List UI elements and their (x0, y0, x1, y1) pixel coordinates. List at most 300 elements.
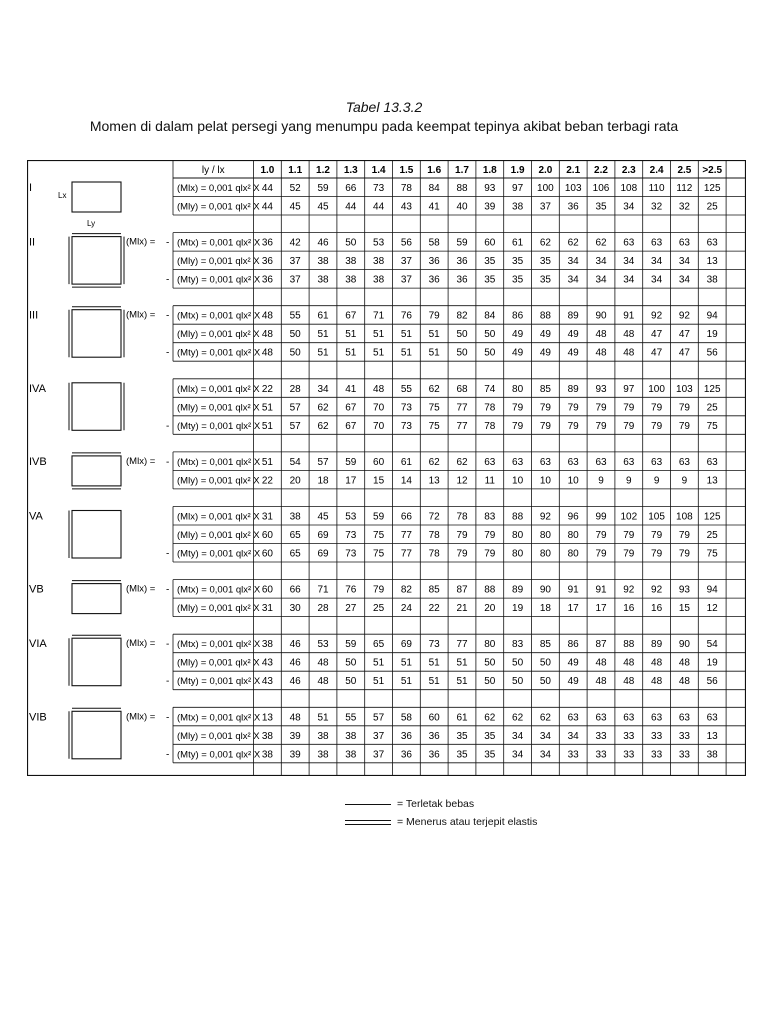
table-cell: 79 (678, 402, 690, 414)
table-cell: 103 (564, 183, 582, 194)
table-cell: 13 (261, 712, 273, 724)
table-cell: 32 (678, 201, 690, 213)
table-cell: 38 (317, 749, 329, 761)
table-cell: 12 (706, 603, 718, 615)
table-cell: 63 (567, 456, 579, 468)
table-cell: 79 (567, 420, 579, 432)
table-cell: 74 (484, 383, 496, 395)
table-cell: 35 (484, 730, 496, 742)
table-cell: 48 (623, 676, 635, 688)
column-header: 2.3 (621, 165, 636, 176)
table-cell: 63 (595, 712, 607, 724)
table-cell: 46 (289, 657, 301, 669)
table-cell: 36 (428, 749, 440, 761)
table-cell: 79 (456, 530, 468, 541)
plate-diagram (72, 511, 121, 559)
table-cell: 62 (456, 456, 468, 468)
dash-marker: - (166, 420, 170, 432)
table-cell: 77 (400, 530, 412, 541)
table-cell: 78 (484, 402, 496, 414)
table-cell: 48 (651, 657, 663, 669)
table-cell: 39 (289, 730, 301, 742)
table-cell: 55 (400, 383, 412, 395)
table-cell: 97 (623, 383, 635, 395)
table-cell: 34 (567, 256, 579, 268)
table-cell: 67 (345, 310, 357, 322)
table-cell: 36 (428, 274, 440, 286)
table-cell: 57 (289, 402, 301, 414)
table-cell: 21 (456, 603, 468, 615)
table-cell: 105 (648, 511, 665, 523)
table-cell: 17 (595, 603, 607, 615)
table-cell: 51 (456, 676, 468, 688)
table-cell: 47 (651, 347, 663, 359)
table-cell: 60 (428, 712, 440, 724)
column-header: 1.1 (288, 165, 303, 176)
table-cell: 79 (678, 420, 690, 432)
table-cell: 34 (678, 274, 690, 286)
table-cell: 72 (428, 511, 440, 523)
table-subtitle: Momen di dalam pelat persegi yang menumpu pada keempat tepinya akibat beban terbagi rata (89, 118, 679, 134)
table-cell: 63 (651, 237, 663, 249)
table-cell: 69 (317, 548, 329, 560)
column-header: 2.2 (594, 165, 608, 176)
row-formula-label: (Mly) = 0,001 qlx² X (177, 256, 260, 268)
row-formula-label: (Mlx) = 0,001 qlx² X (177, 183, 260, 194)
table-cell: 34 (317, 383, 329, 395)
table-cell: 62 (512, 712, 524, 724)
table-cell: 50 (484, 347, 496, 359)
table-cell: 71 (317, 584, 329, 596)
header-label: ly / lx (201, 165, 225, 176)
table-cell: 50 (289, 329, 301, 341)
table-cell: 51 (456, 657, 468, 669)
column-header: 2.0 (538, 165, 553, 176)
table-cell: 51 (428, 347, 440, 359)
table-cell: 38 (289, 511, 301, 523)
table-cell: 13 (706, 475, 718, 487)
table-cell: 88 (456, 183, 468, 194)
table-cell: 50 (484, 676, 496, 688)
table-cell: 36 (428, 256, 440, 268)
table-cell: 125 (703, 511, 721, 523)
table-cell: 37 (539, 201, 551, 213)
column-header: 2.5 (677, 165, 692, 176)
table-cell: 9 (681, 475, 688, 487)
table-cell: 63 (623, 456, 635, 468)
table-cell: 62 (484, 712, 496, 724)
table-cell: 79 (373, 584, 385, 596)
table-cell: 38 (261, 730, 273, 742)
row-formula-label: (Mly) = 0,001 qlx² X (177, 201, 260, 213)
table-cell: 63 (678, 237, 690, 249)
table-cell: 36 (456, 256, 468, 268)
table-cell: 60 (261, 584, 273, 596)
table-cell: 33 (651, 730, 663, 742)
table-cell: 63 (678, 456, 690, 468)
double-line-symbol (345, 820, 391, 825)
table-cell: 49 (539, 347, 551, 359)
single-line-symbol (345, 804, 391, 805)
case-id: VB (29, 583, 44, 596)
table-cell: 49 (512, 347, 524, 359)
table-cell: 50 (539, 676, 551, 688)
table-cell: 50 (289, 347, 301, 359)
row-formula-label: (Mty) = 0,001 qlx² X (177, 274, 261, 286)
table-cell: 48 (678, 676, 690, 688)
table-cell: 85 (539, 639, 551, 651)
table-cell: 53 (345, 511, 357, 523)
table-cell: 48 (289, 712, 301, 724)
table-cell: 78 (428, 530, 440, 541)
table-cell: 22 (428, 603, 440, 615)
table-cell: 38 (373, 274, 385, 286)
table-cell: 47 (678, 329, 690, 341)
table-cell: 56 (706, 676, 718, 688)
table-cell: 69 (317, 530, 329, 541)
table-cell: 75 (373, 548, 385, 560)
mlx-label: (Mlx) = (126, 638, 156, 650)
table-cell: 73 (373, 183, 385, 194)
table-cell: 34 (539, 730, 551, 742)
table-cell: 34 (567, 730, 579, 742)
table-cell: 51 (400, 676, 412, 688)
plate-diagram (72, 711, 121, 759)
table-cell: 48 (373, 383, 385, 395)
table-cell: 34 (539, 749, 551, 761)
table-cell: 15 (678, 603, 690, 615)
table-cell: 51 (261, 420, 273, 432)
table-cell: 59 (317, 183, 329, 194)
table-cell: 62 (539, 712, 551, 724)
table-cell: 19 (512, 603, 524, 615)
table-cell: 50 (484, 329, 496, 341)
row-formula-label: (Mtx) = 0,001 qlx² X (177, 712, 261, 724)
table-cell: 34 (567, 274, 579, 286)
table-cell: 63 (595, 456, 607, 468)
table-cell: 38 (317, 730, 329, 742)
column-header: >2.5 (702, 165, 723, 176)
table-cell: 48 (261, 347, 273, 359)
table-cell: 89 (567, 383, 579, 395)
dash-marker: - (166, 347, 170, 359)
table-cell: 51 (317, 712, 329, 724)
row-formula-label: (Mty) = 0,001 qlx² X (177, 420, 261, 432)
legend-item-free (345, 795, 537, 813)
row-formula-label: (Mty) = 0,001 qlx² X (177, 749, 261, 761)
table-cell: 58 (428, 237, 440, 249)
table-cell: 49 (539, 329, 551, 341)
table-cell: 63 (567, 712, 579, 724)
table-cell: 34 (623, 256, 635, 268)
table-cell: 43 (400, 201, 412, 213)
column-header: 1.4 (371, 165, 386, 176)
row-formula-label: (Mtx) = 0,001 qlx² X (177, 639, 261, 651)
table-cell: 106 (592, 183, 610, 194)
table-cell: 37 (289, 256, 301, 268)
table-cell: 58 (400, 712, 412, 724)
table-cell: 62 (317, 402, 329, 414)
table-cell: 63 (678, 712, 690, 724)
table-cell: 38 (317, 274, 329, 286)
table-cell: 100 (648, 383, 665, 395)
column-header: 1.8 (482, 165, 497, 176)
table-cell: 79 (539, 402, 551, 414)
table-cell: 73 (345, 548, 357, 560)
table-cell: 13 (706, 256, 718, 268)
table-cell: 50 (539, 657, 551, 669)
table-cell: 51 (400, 657, 412, 669)
case-id: III (29, 309, 39, 322)
table-cell: 20 (484, 603, 496, 615)
table-cell: 92 (651, 584, 663, 596)
row-formula-label: (Mlx) = 0,001 qlx² X (177, 511, 260, 523)
table-cell: 10 (512, 475, 524, 487)
table-cell: 66 (345, 183, 357, 194)
table-cell: 55 (345, 712, 357, 724)
table-cell: 38 (373, 256, 385, 268)
table-cell: 86 (512, 310, 524, 322)
table-cell: 17 (345, 475, 357, 487)
table-cell: 51 (317, 329, 329, 341)
row-formula-label: (Mty) = 0,001 qlx² X (177, 676, 261, 688)
table-cell: 9 (626, 475, 632, 487)
table-cell: 85 (539, 383, 551, 395)
table-cell: 63 (484, 456, 496, 468)
table-cell: 35 (595, 201, 607, 213)
table-cell: 16 (623, 603, 635, 615)
table-cell: 39 (484, 201, 496, 213)
row-formula-label: (Mtx) = 0,001 qlx² X (177, 584, 261, 596)
table-cell: 34 (512, 749, 524, 761)
table-cell: 43 (261, 676, 273, 688)
mlx-label: (Mlx) = (126, 309, 156, 321)
table-cell: 13 (428, 475, 440, 487)
column-header: 1.3 (343, 165, 358, 176)
row-formula-label: (Mtx) = 0,001 qlx² X (177, 310, 261, 322)
table-cell: 87 (595, 639, 607, 651)
table-cell: 50 (484, 657, 496, 669)
table-cell: 42 (289, 237, 301, 249)
table-cell: 37 (289, 274, 301, 286)
table-cell: 56 (400, 237, 412, 249)
table-cell: 92 (623, 584, 635, 596)
table-cell: 62 (567, 237, 579, 249)
table-cell: 48 (317, 676, 329, 688)
table-cell: 99 (595, 511, 607, 523)
table-cell: 77 (456, 402, 468, 414)
table-cell: 34 (595, 274, 607, 286)
table-cell: 92 (651, 310, 663, 322)
table-cell: 38 (345, 274, 357, 286)
table-cell: 61 (456, 712, 468, 724)
table-cell: 16 (651, 603, 663, 615)
table-cell: 78 (456, 511, 468, 523)
column-header: 1.5 (399, 165, 414, 176)
mlx-label: (Mlx) = (126, 455, 156, 467)
table-cell: 76 (345, 584, 357, 596)
table-cell: 80 (484, 639, 496, 651)
table-cell: 73 (400, 420, 412, 432)
table-cell: 62 (428, 383, 440, 395)
table-cell: 65 (289, 530, 301, 541)
table-cell: 15 (373, 475, 385, 487)
table-cell: 28 (289, 383, 301, 395)
table-cell: 51 (345, 347, 357, 359)
table-cell: 35 (539, 256, 551, 268)
table-cell: 51 (261, 402, 273, 414)
plate-diagram (72, 584, 121, 614)
table-cell: 60 (373, 456, 385, 468)
table-cell: 38 (512, 201, 524, 213)
row-formula-label: (Mlx) = 0,001 qlx² X (177, 383, 260, 395)
table-cell: 88 (623, 639, 635, 651)
legend-item-continuous (345, 813, 537, 831)
table-cell: 79 (595, 548, 607, 560)
column-header: 1.2 (316, 165, 330, 176)
moment-table (27, 160, 746, 776)
table-cell: 51 (400, 347, 412, 359)
column-header: 1.6 (427, 165, 442, 176)
table-cell: 18 (317, 475, 329, 487)
table-cell: 51 (317, 347, 329, 359)
table-cell: 97 (512, 183, 524, 194)
table-cell: 68 (456, 383, 468, 395)
table-cell: 50 (512, 657, 524, 669)
table-cell: 48 (595, 347, 607, 359)
table-cell: 73 (428, 639, 440, 651)
table-cell: 61 (400, 456, 412, 468)
table-cell: 62 (428, 456, 440, 468)
case-id: II (29, 236, 36, 249)
table-cell: 55 (289, 310, 301, 322)
table-cell: 45 (289, 201, 301, 213)
table-cell: 37 (400, 274, 412, 286)
table-cell: 10 (539, 475, 551, 487)
table-cell: 80 (512, 548, 524, 560)
table-cell: 108 (620, 183, 638, 194)
table-cell: 78 (484, 420, 496, 432)
table-cell: 51 (428, 676, 440, 688)
table-cell: 49 (567, 676, 579, 688)
dash-marker: - (166, 584, 170, 596)
table-cell: 85 (428, 584, 440, 596)
table-cell: 79 (678, 530, 690, 541)
table-cell: 33 (595, 730, 607, 742)
table-cell: 38 (345, 256, 357, 268)
dash-marker: - (166, 310, 170, 322)
table-cell: 79 (651, 402, 663, 414)
table-cell: 53 (373, 237, 385, 249)
table-cell: 49 (567, 329, 579, 341)
table-cell: 75 (706, 420, 718, 432)
row-formula-label: (Mly) = 0,001 qlx² X (177, 530, 260, 541)
table-cell: 89 (512, 584, 524, 596)
ly-label: Ly (87, 219, 96, 228)
table-cell: 54 (706, 639, 718, 651)
table-cell: 51 (373, 657, 385, 669)
table-cell: 19 (706, 657, 718, 669)
table-cell: 36 (456, 274, 468, 286)
table-cell: 51 (400, 329, 412, 341)
table-cell: 79 (623, 420, 635, 432)
dash-marker: - (166, 712, 170, 724)
table-cell: 57 (317, 456, 329, 468)
table-cell: 63 (651, 456, 663, 468)
case-id: I (29, 182, 33, 194)
table-cell: 38 (345, 749, 357, 761)
table-cell: 34 (678, 256, 690, 268)
table-cell: 50 (456, 329, 468, 341)
table-cell: 12 (456, 475, 468, 487)
dash-marker: - (166, 456, 170, 468)
table-cell: 63 (512, 456, 524, 468)
table-cell: 36 (261, 237, 273, 249)
table-cell: 51 (373, 347, 385, 359)
row-formula-label: (Mly) = 0,001 qlx² X (177, 603, 260, 615)
table-cell: 79 (484, 548, 496, 560)
plate-diagram (72, 638, 121, 686)
table-cell: 60 (484, 237, 496, 249)
table-cell: 93 (484, 183, 496, 194)
table-cell: 34 (651, 274, 663, 286)
table-cell: 48 (595, 657, 607, 669)
table-cell: 62 (595, 237, 607, 249)
table-cell: 51 (345, 329, 357, 341)
table-cell: 46 (289, 639, 301, 651)
table-cell: 28 (317, 603, 329, 615)
table-cell: 80 (539, 530, 551, 541)
table-cell: 88 (512, 511, 524, 523)
table-cell: 84 (484, 310, 496, 322)
table-cell: 40 (456, 201, 468, 213)
table-cell: 10 (567, 475, 579, 487)
table-cell: 50 (345, 676, 357, 688)
table-cell: 65 (289, 548, 301, 560)
table-cell: 33 (678, 749, 690, 761)
table-cell: 44 (373, 201, 385, 213)
table-cell: 80 (567, 548, 579, 560)
table-cell: 65 (373, 639, 385, 651)
table-cell: 77 (456, 420, 468, 432)
row-formula-label: (Mty) = 0,001 qlx² X (177, 347, 261, 359)
table-cell: 47 (678, 347, 690, 359)
table-cell: 62 (539, 237, 551, 249)
table-cell: 77 (400, 548, 412, 560)
table-cell: 93 (595, 383, 607, 395)
table-cell: 80 (512, 383, 524, 395)
table-cell: 47 (651, 329, 663, 341)
table-cell: 88 (539, 310, 551, 322)
table-cell: 48 (623, 657, 635, 669)
table-cell: 75 (428, 420, 440, 432)
case-id: IVA (29, 382, 46, 395)
table-cell: 79 (428, 310, 440, 322)
table-cell: 30 (289, 603, 301, 615)
table-cell: 63 (706, 237, 718, 249)
table-cell: 51 (428, 329, 440, 341)
table-cell: 48 (623, 329, 635, 341)
table-cell: 17 (567, 603, 579, 615)
table-cell: 41 (428, 201, 440, 213)
legend (345, 795, 537, 831)
table-cell: 33 (623, 749, 635, 761)
table-cell: 51 (373, 329, 385, 341)
dash-marker: - (166, 676, 170, 688)
legend-label: = Menerus atau terjepit elastis (397, 816, 538, 828)
table-cell: 34 (623, 201, 635, 213)
table-cell: 91 (567, 584, 579, 596)
